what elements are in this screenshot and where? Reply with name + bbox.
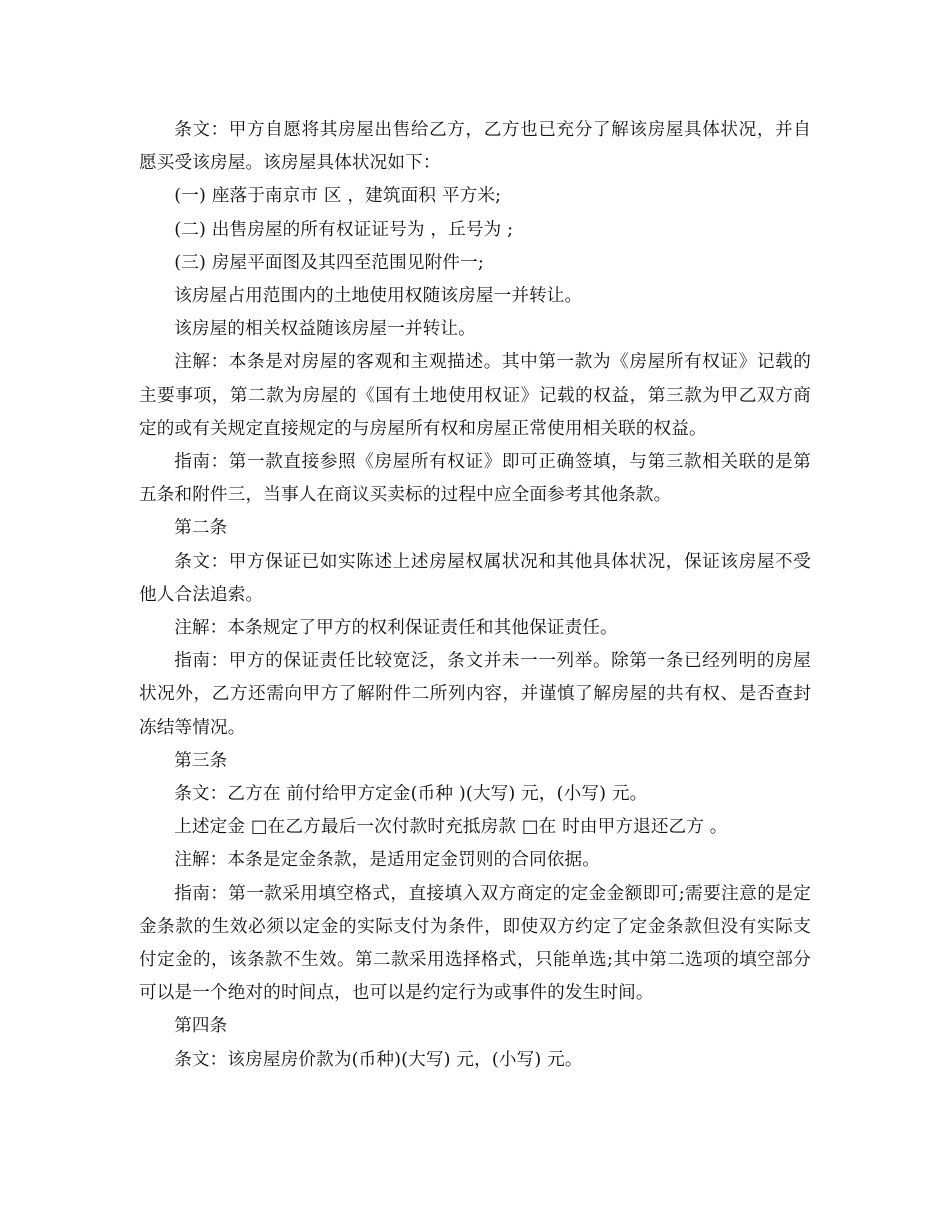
paragraph: 条文：该房屋房价款为(币种)(大写) 元，(小写) 元。 bbox=[174, 1049, 583, 1070]
paragraph: 条文：甲方自愿将其房屋出售给乙方，乙方也已充分了解该房屋具体状况，并自愿买受该房屋。该房屋具体状况如下： bbox=[139, 120, 811, 174]
paragraph: 注解：本条是对房屋的客观和主观描述。其中第一款为《房屋所有权证》记载的主要事项，第二款为房屋的《国有土地使用权证》记载的权益，第三款为甲乙双方商定的或有关规定直接规定的与房屋所有权和房屋正常使用相关联的权益。 bbox=[139, 352, 811, 439]
section-heading: 第四条 bbox=[174, 1016, 228, 1037]
paragraph: (三) 房屋平面图及其四至范围见附件一; bbox=[174, 252, 484, 273]
paragraph: 指南：甲方的保证责任比较宽泛，条文并未一一列举。除第一条已经列明的房屋状况外，乙方还需向甲方了解附件二所列内容，并谨慎了解房屋的共有权、是否查封冻结等情况。 bbox=[139, 651, 811, 738]
document-body bbox=[139, 114, 811, 1077]
paragraph: 指南：第一款采用填空格式，直接填入双方商定的定金金额即可;需要注意的是定金条款的生效必须以定金的实际支付为条件，即使双方约定了定金条款但没有实际支付定金的，该条款不生效。第二款采用选择格式，只能单选;其中第二选项的填空部分可以是一个绝对的时间点，也可以是约定行为或事件的发生时间。 bbox=[139, 883, 811, 1004]
paragraph: 条文：甲方保证已如实陈述上述房屋权属状况和其他具体状况，保证该房屋不受他人合法追索。 bbox=[139, 551, 811, 605]
paragraph: 注解：本条是定金条款，是适用定金罚则的合同依据。 bbox=[174, 850, 601, 871]
paragraph: 条文：乙方在 前付给甲方定金(币种 )(大写) 元，(小写) 元。 bbox=[174, 784, 648, 805]
section-heading: 第三条 bbox=[174, 750, 228, 771]
paragraph: (一) 座落于南京市 区 ，建筑面积 平方米; bbox=[174, 186, 502, 207]
paragraph: 该房屋占用范围内的土地使用权随该房屋一并转让。 bbox=[174, 286, 583, 307]
paragraph: 注解：本条规定了甲方的权利保证责任和其他保证责任。 bbox=[174, 618, 618, 639]
paragraph: 指南：第一款直接参照《房屋所有权证》即可正确签填，与第三款相关联的是第五条和附件三，当事人在商议买卖标的过程中应全面参考其他条款。 bbox=[139, 452, 811, 506]
paragraph: 上述定金 □在乙方最后一次付款时充抵房款 □在 时由甲方退还乙方 。 bbox=[174, 817, 728, 838]
paragraph: (二) 出售房屋的所有权证证号为 ，丘号为 ; bbox=[174, 219, 514, 240]
paragraph: 该房屋的相关权益随该房屋一并转让。 bbox=[174, 319, 476, 340]
section-heading: 第二条 bbox=[174, 518, 228, 539]
